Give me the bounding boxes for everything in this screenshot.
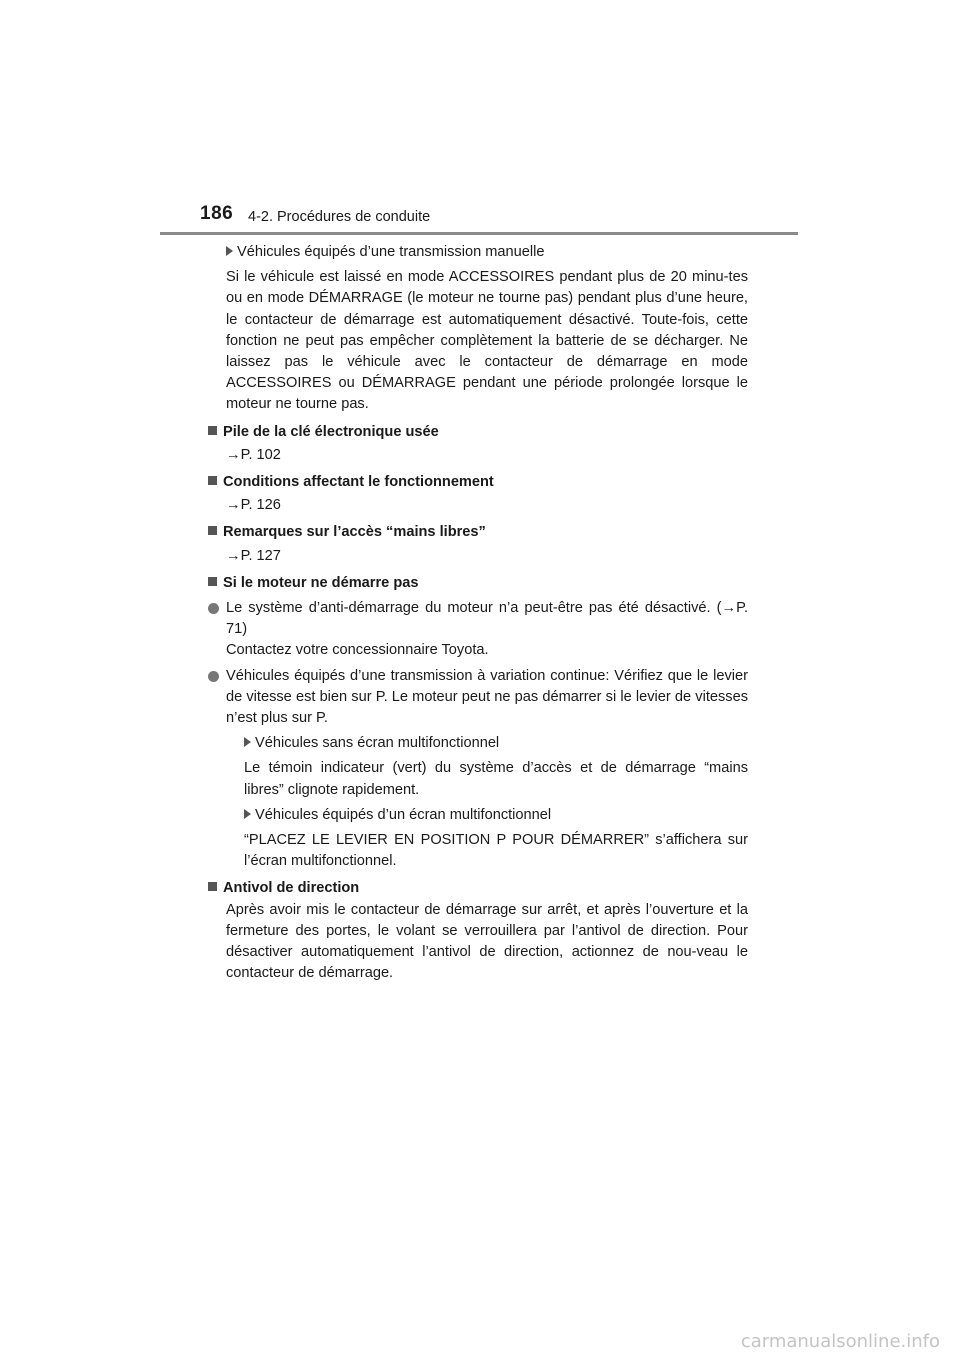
page-content bbox=[208, 240, 748, 985]
triangle-bullet-icon bbox=[226, 246, 233, 256]
watermark: carmanualsonline.info bbox=[740, 1331, 940, 1352]
triangle-bullet-icon bbox=[244, 809, 251, 819]
ref-pile: →P. 102 bbox=[226, 446, 281, 463]
manual-trans-text: Si le véhicule est laissé en mode ACCESSOIRES pendant plus de 20 minu-tes ou en mode DÉMARRAGE (le moteur ne tourne pas) pendant plus d’une heure, le contacteur de démarrage est automatiquement désactivé. Toute-fois, cette fonction ne peut pas empêcher complètement la batterie de se décharger. Ne laissez pas le véhicule avec le contacteur de démarrage en mode ACCESSOIRES ou DÉMARRAGE pendant une période prolongée lorsque le moteur ne tourne pas. bbox=[226, 269, 748, 413]
ref-conditions: →P. 126 bbox=[226, 497, 281, 514]
circle-bullet-icon bbox=[208, 603, 219, 614]
section-title: 4-2. Procédures de conduite bbox=[248, 209, 431, 225]
manual-trans-label: Véhicules équipés d’une transmission manuelle bbox=[208, 242, 748, 263]
sub1-text: Le témoin indicateur (vert) du système d’accès et de démarrage “mains libres” clignote rapidement. bbox=[244, 760, 748, 798]
sub2-label: Véhicules équipés d’un écran multifonctionnel bbox=[208, 805, 748, 826]
antivol-text: Après avoir mis le contacteur de démarrage sur arrêt, et après l’ouverture et la fermeture des portes, le volant se verrouillera par l’antivol de direction. Pour désactiver automatiquement l’antivol de direction, actionnez de nou-veau le contacteur de démarrage. bbox=[226, 901, 748, 982]
square-bullet-icon bbox=[208, 426, 217, 435]
heading-conditions: Conditions affectant le fonctionnement bbox=[208, 472, 748, 493]
header-rule bbox=[160, 232, 798, 235]
heading-remarques: Remarques sur l’accès “mains libres” bbox=[208, 522, 748, 543]
page-header bbox=[0, 0, 960, 240]
square-bullet-icon bbox=[208, 577, 217, 586]
heading-moteur: Si le moteur ne démarre pas bbox=[208, 573, 748, 594]
triangle-bullet-icon bbox=[244, 737, 251, 747]
heading-pile: Pile de la clé électronique usée bbox=[208, 422, 748, 443]
sub1-label: Véhicules sans écran multifonctionnel bbox=[208, 733, 748, 754]
heading-antivol: Antivol de direction bbox=[208, 878, 748, 899]
circle-bullet-icon bbox=[208, 671, 219, 682]
page-number: 186 bbox=[200, 203, 234, 224]
square-bullet-icon bbox=[208, 882, 217, 891]
list-item: Le système d’anti-démarrage du moteur n’a peut-être pas été désactivé. (→P. 71) Contactez votre concessionnaire Toyota. bbox=[208, 598, 748, 662]
square-bullet-icon bbox=[208, 476, 217, 485]
list-item: Véhicules équipés d’une transmission à variation continue: Vérifiez que le levier de vitesse est bien sur P. Le moteur peut ne pas démarrer si le levier de vitesses n’est plus sur P. bbox=[208, 666, 748, 730]
ref-remarques: →P. 127 bbox=[226, 547, 281, 564]
sub2-text: “PLACEZ LE LEVIER EN POSITION P POUR DÉMARRER” s’affichera sur l’écran multifonctionnel. bbox=[244, 832, 748, 870]
square-bullet-icon bbox=[208, 526, 217, 535]
